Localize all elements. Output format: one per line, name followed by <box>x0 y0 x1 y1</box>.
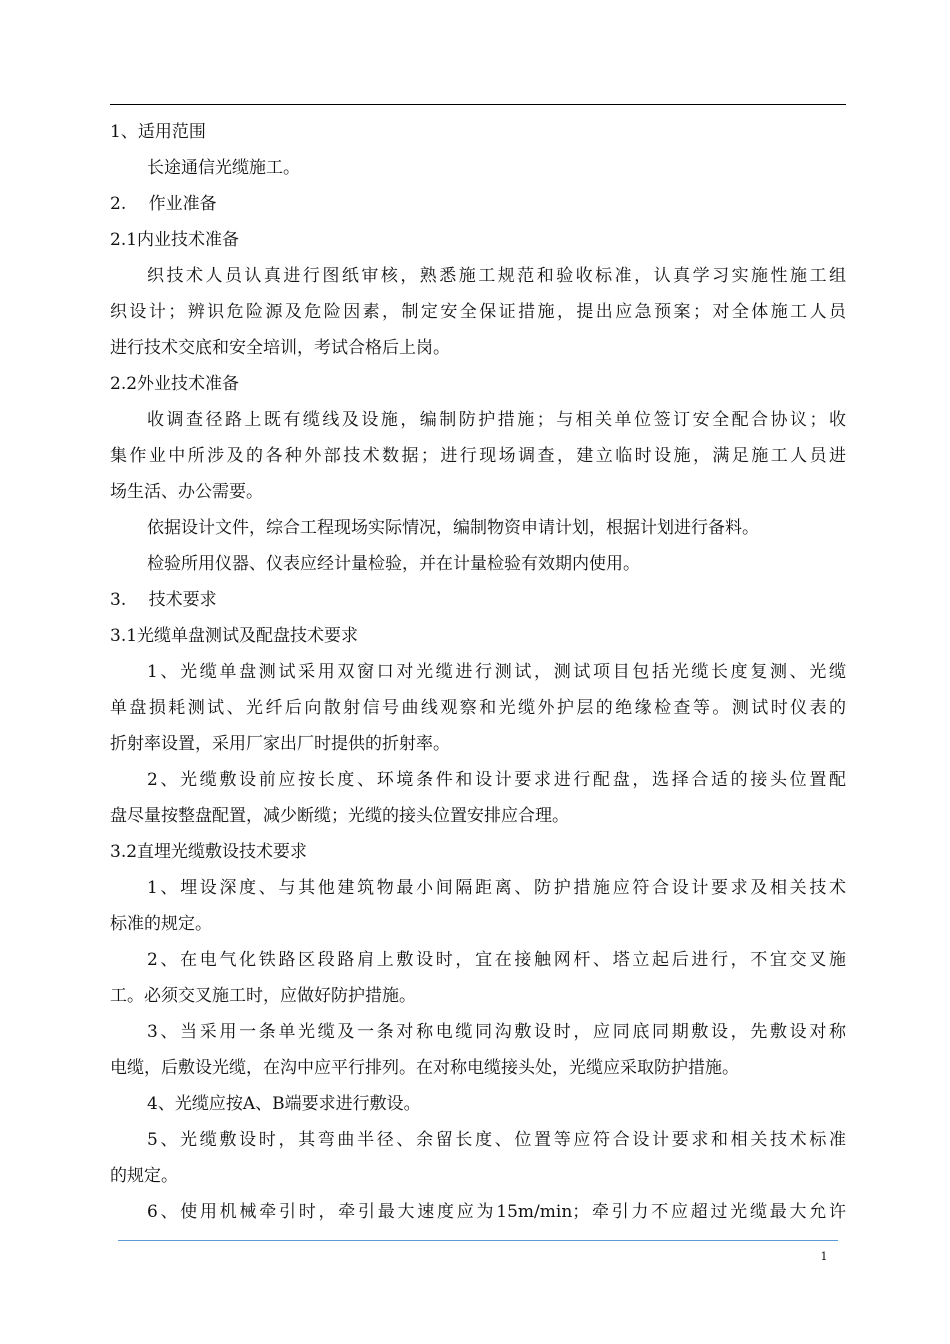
text-line: 6、使用机械牵引时，牵引最大速度应为15m/min；牵引力不应超过光缆最大允许 <box>147 1202 846 1222</box>
text-line: 2、在电气化铁路区段路肩上敷设时，宜在接触网杆、塔立起后进行，不宜交叉施 <box>147 950 846 970</box>
text-line: 1、光缆单盘测试采用双窗口对光缆进行测试，测试项目包括光缆长度复测、光缆 <box>147 662 846 682</box>
text-line: 2.2外业技术准备 <box>110 374 240 394</box>
text-line: 依据设计文件，综合工程现场实际情况，编制物资申请计划，根据计划进行备料。 <box>147 518 759 538</box>
text-line: 织技术人员认真进行图纸审核，熟悉施工规范和验收标准，认真学习实施性施工组 <box>147 266 846 286</box>
text-line: 的规定。 <box>110 1166 178 1186</box>
text-line: 1、适用范围 <box>110 122 206 142</box>
text-line: 3.1光缆单盘测试及配盘技术要求 <box>110 626 359 646</box>
text-line: 标准的规定。 <box>110 914 212 934</box>
text-line: 3. 技术要求 <box>110 590 217 610</box>
text-line: 盘尽量按整盘配置，减少断缆；光缆的接头位置安排应合理。 <box>110 806 569 826</box>
text-line: 检验所用仪器、仪表应经计量检验，并在计量检验有效期内使用。 <box>147 554 640 574</box>
text-line: 集作业中所涉及的各种外部技术数据；进行现场调查，建立临时设施，满足施工人员进 <box>110 446 846 466</box>
footer-rule <box>118 1240 838 1241</box>
page-number: 1 <box>820 1250 828 1263</box>
header-rule <box>110 104 846 105</box>
text-line: 折射率设置，采用厂家出厂时提供的折射率。 <box>110 734 450 754</box>
text-line: 电缆，后敷设光缆，在沟中应平行排列。在对称电缆接头处，光缆应采取防护措施。 <box>110 1058 739 1078</box>
text-line: 2. 作业准备 <box>110 194 217 214</box>
document-body <box>110 114 846 1230</box>
text-line: 4、光缆应按A、B端要求进行敷设。 <box>147 1094 421 1114</box>
text-line: 5、光缆敷设时，其弯曲半径、余留长度、位置等应符合设计要求和相关技术标准 <box>147 1130 846 1150</box>
text-line: 进行技术交底和安全培训，考试合格后上岗。 <box>110 338 450 358</box>
text-line: 单盘损耗测试、光纤后向散射信号曲线观察和光缆外护层的绝缘检查等。测试时仪表的 <box>110 698 846 718</box>
text-line: 长途通信光缆施工。 <box>147 158 300 178</box>
text-line: 3.2直埋光缆敷设技术要求 <box>110 842 308 862</box>
text-line: 2.1内业技术准备 <box>110 230 240 250</box>
text-line: 织设计；辨识危险源及危险因素，制定安全保证措施，提出应急预案；对全体施工人员 <box>110 302 846 322</box>
text-line: 3、当采用一条单光缆及一条对称电缆同沟敷设时，应同底同期敷设，先敷设对称 <box>147 1022 846 1042</box>
text-line: 收调查径路上既有缆线及设施，编制防护措施；与相关单位签订安全配合协议；收 <box>147 410 846 430</box>
text-line: 工。必须交叉施工时，应做好防护措施。 <box>110 986 416 1006</box>
text-line: 1、埋设深度、与其他建筑物最小间隔距离、防护措施应符合设计要求及相关技术 <box>147 878 846 898</box>
text-line: 2、光缆敷设前应按长度、环境条件和设计要求进行配盘，选择合适的接头位置配 <box>147 770 846 790</box>
text-line: 场生活、办公需要。 <box>110 482 263 502</box>
